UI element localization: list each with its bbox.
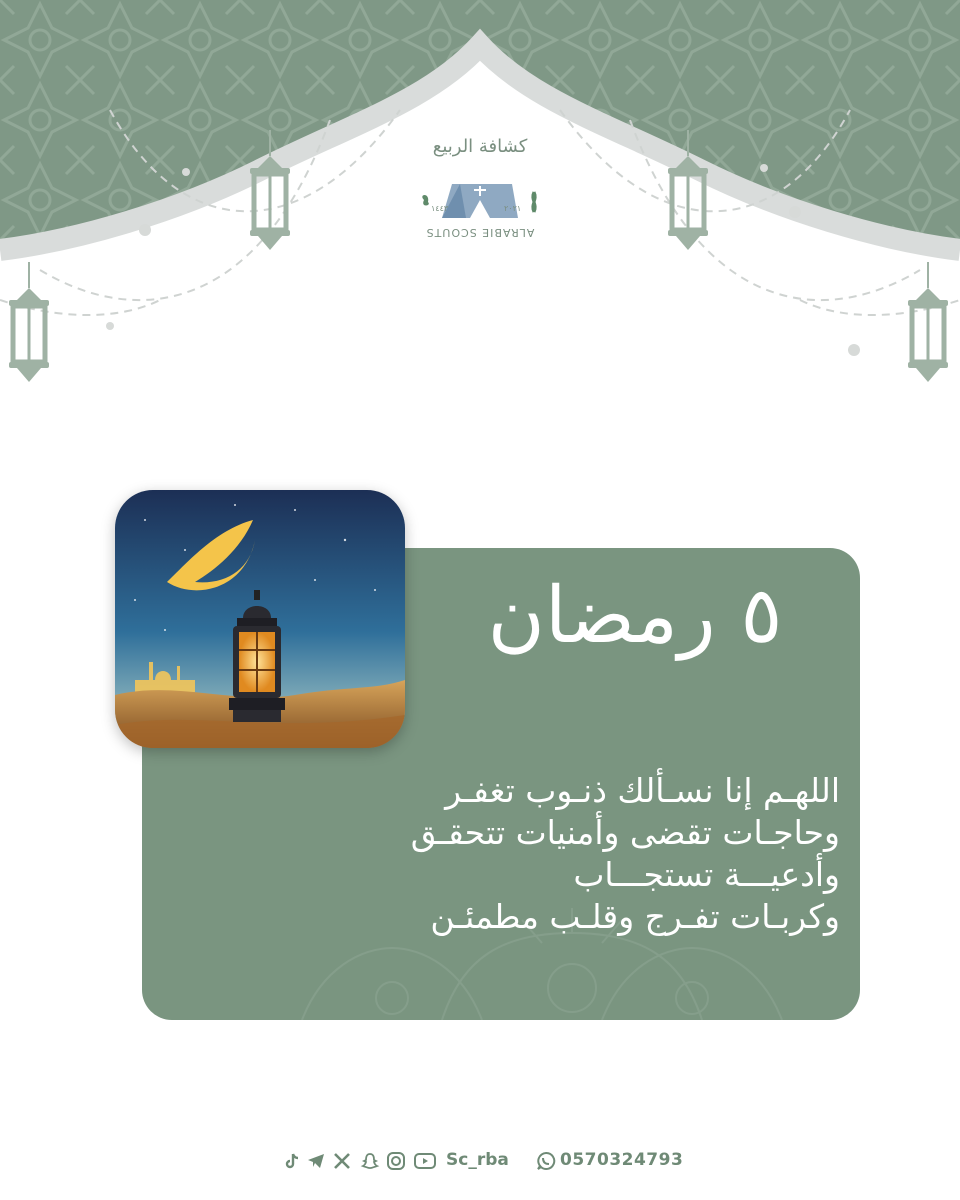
ramadan-lantern-image <box>115 490 405 748</box>
logo-title: كشافة الربيع <box>432 136 528 157</box>
dua-line: وأدعيـــة تستجـــاب <box>573 855 840 894</box>
instagram-icon[interactable] <box>386 1151 406 1171</box>
arch-header <box>0 0 960 420</box>
youtube-icon[interactable] <box>413 1151 437 1171</box>
logo-year-gregorian: ٢٠٢١ <box>504 204 522 213</box>
social-handle[interactable]: Sc_rba <box>446 1150 509 1170</box>
phone-number[interactable]: 0570324793 <box>560 1150 684 1170</box>
x-icon[interactable] <box>332 1151 352 1171</box>
lantern-icon <box>9 262 49 382</box>
dua-text <box>300 770 840 938</box>
lantern-icon <box>908 262 948 382</box>
tiktok-icon[interactable] <box>282 1151 302 1171</box>
dua-line: وكربـات تفـرج وقلـب مطمئـن <box>430 897 840 936</box>
telegram-icon[interactable] <box>306 1151 326 1171</box>
fleur-de-lis-icon <box>533 192 535 212</box>
dua-line: وحاجـات تقضى وأمنيات تتحقـق <box>410 813 840 852</box>
whatsapp-icon[interactable] <box>536 1151 556 1171</box>
page-title: ٥ رمضان <box>487 571 783 661</box>
dua-line: اللهـم إنا نسـألك ذنـوب تغفـر <box>445 771 840 810</box>
snapchat-icon[interactable] <box>360 1151 380 1171</box>
logo-subtitle: ALRABIE SCOUTS <box>425 226 535 239</box>
dove-icon <box>422 195 429 206</box>
logo-year-hijri: ١٤٤٣ <box>431 204 449 213</box>
